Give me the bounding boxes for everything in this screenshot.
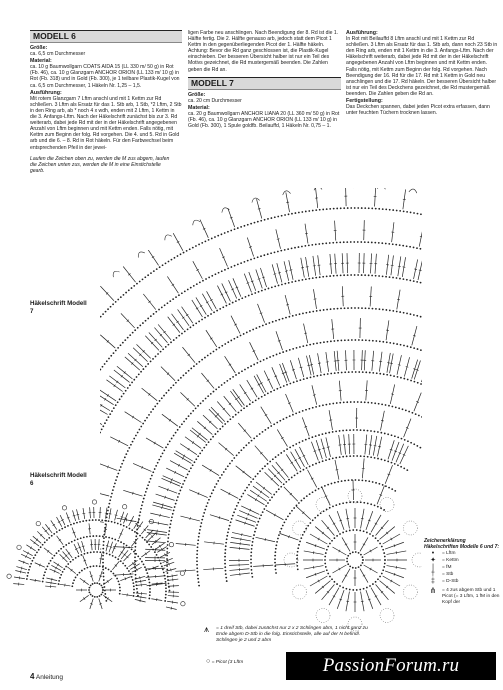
picot-icon: ○ [206,658,211,665]
modell7-material-heading: Material: [188,104,210,111]
modell6-instructions: Mit rotem Glanzgarn 7 Lftm anschl und mit 1 Kettm zur Rd schließen. 3 Lftm als Ersatz für das 1. Stb arb, 1 Stb, *2 Lftm, 2 Stb in den Ring arb, ab * noch 4 x wdh, enden mit 2 Lftm, 1 Kettm in die 3. Anfangs-Lftm. Nach der Häkelschrift zunächst bis zur 3. Rd weiterarb, dabei jede Rd mit der in der Häkelschrift angegebenen Anzahl von Lftm beginnen und mit Kettm enden. Falls nötig, mit Kettm zum Beginn der folg. Rd vorgehen. Die 4. und 5. Rd in Gold arb und die 6. – 8. Rd in Rot häkeln. Für den Farbwechsel beim entsprechenden Pfeil in der jewei- [30,95,182,151]
diagram-label-modell7: Häkelschrift Modell 7 [30,300,87,315]
modell7-finishing-heading: Fertigstellung: [346,98,383,105]
modell7-size: ca. 20 cm Durchmesser [188,97,242,104]
modell6-symbol-note: Laufen die Zeichen oben zu, werden die M zus abgem, laufen die Zeichen unten zus, werden die M in eine Einstichstelle gearb. [30,155,170,174]
legend-row: ✦ = Kettm [424,557,500,564]
note-dstb: ⩚ = 1 dreif Stb, dabei zunächst nur 2 x 2 Schlingen abm, 1 nicht ganz zu Ende abgem D-Stb in die folg. Einstichstelle, alle auf der N befindl. Schlingen je 2 und 2 abm [204,624,368,643]
legend-symbol-icon: ‡ [431,577,435,585]
triple-treble-icon: ⩚ [204,624,210,634]
modell7-material: ca. 20 g Baumwollgarn ANCHOR LIANA 20 (LL 360 m/ 50 g) in Rot (Fb. 46), ca. 10 g Glanzgarn ANCHOR ORION (LL 133 m/ 10 g) in Gold (Fb. 300), 1 Spule goldfb. Beilauffd, 1 Häkeln Nr. 0,75 – 1. [188,110,340,130]
modell6-size-heading: Größe: [30,45,48,51]
page-footer [30,672,63,681]
modell7-instructions: In Rot mit Beilauffd 8 Lftm anschl und mit 1 Kettm zur Rd schließen. 3 Lftm als Ersatz für das 1. Stb arb, dann noch 23 Stb in den Ring arb, enden mit 1 Kettm in die 3. Anfangs-Lftm. Nach der Häkelschrift weiterarb, dabei jede Rd mit der in der Häkelschrift angegebenen Anzahl von Lftm beginnen und mit Kettm enden. Falls nötig, mit Kettm zum Beginn der folg. Rd vorgehen. Nach Beendigung der 16. Rd für die 17. Rd mit 1 Kettm in Gold neu anschlingen und die 17. Rd häkeln. Der besseren Übersicht halber ist nur ein Teil des Deckchens gezeichnet, die Rd mustergemäß beenden. Die Zahlen geben die Rd an. [346,36,498,97]
symbol-legend [424,538,500,606]
legend-symbol-icon: ✦ [430,556,436,564]
modell7-title: MODELL 7 [188,77,341,90]
cluster-picot-icon: ⋔ [429,586,437,595]
page-number: 4 [30,672,35,681]
modell6-instructions-cont: ligen Farbe neu anschlingen. Nach Beendigung der 8. Rd ist die 1. Hälfte fertig. Die 2. Hälfte genauso arb, jedoch statt dem Picot 1 Kettm in den gegenüberliegenden Picot der 1. Hälfte häkeln. Achtung: Bevor die Rd ganz geschlossen ist, die Plastik-Kugel einschieben. Der besseren Übersicht halber ist nur ein Teil des Motivs gezeichnet, die Rd mustergemäß beenden. Die Zahlen geben die Rd an. [188,30,339,73]
legend-row: ‡ = D-Stb [424,578,500,585]
legend-row: | = fM [424,564,500,571]
diagram-label-modell6: Häkelschrift Modell 6 [30,472,87,487]
modell6-title: MODELL 6 [30,30,182,43]
legend-symbol-icon: | [432,563,434,571]
note-picot: ○ = Picot (3 Lftm [206,658,244,665]
modell6-material-heading: Material: [30,58,52,65]
modell6-instructions-heading: Ausführung: [30,89,62,96]
modell6-material: ca. 10 g Baumwollgarn COATS AIDA 15 (LL 330 m/ 50 g) in Rot (Fb. 46), ca. 10 g Glanzgarn ANCHOR ORION (LL 133 m/ 10 g) in Rot (Fb. 318) und in Gold (Fb. 300), je 1 teilbare Plastik-Kugel von ca. 6,5 cm Durchmesser, 1 Häkeln Nr. 1,25 – 1,5. [30,64,180,89]
legend-row: † = Stb [424,571,500,578]
modell7-instructions-heading: Ausführung: [346,30,378,36]
legend-heading: Zeichenerklärung Häkelschriften Modelle 6 und 7: [424,538,500,550]
modell6-size: ca. 6,5 cm Durchmesser [30,51,86,58]
modell7-size-heading: Größe: [188,91,206,98]
modell7-finishing: Das Deckchen spannen, dabei jeden Picot extra erfassen, dann unter feuchten Tüchern trocknen lassen. [346,104,490,117]
legend-symbol-icon: • [431,549,435,557]
legend-row: • = Lftm [424,550,500,557]
legend-cluster-text: = 4 zus abgem Stb und 1 Picot (= 3 Lftm, 1 fM in den Kopf der [442,588,500,605]
watermark-logo: PassionForum.ru [286,652,496,680]
legend-symbol-icon: † [431,570,435,578]
footer-section: Anleitung [35,674,64,681]
diagram-modell6 [7,500,185,610]
